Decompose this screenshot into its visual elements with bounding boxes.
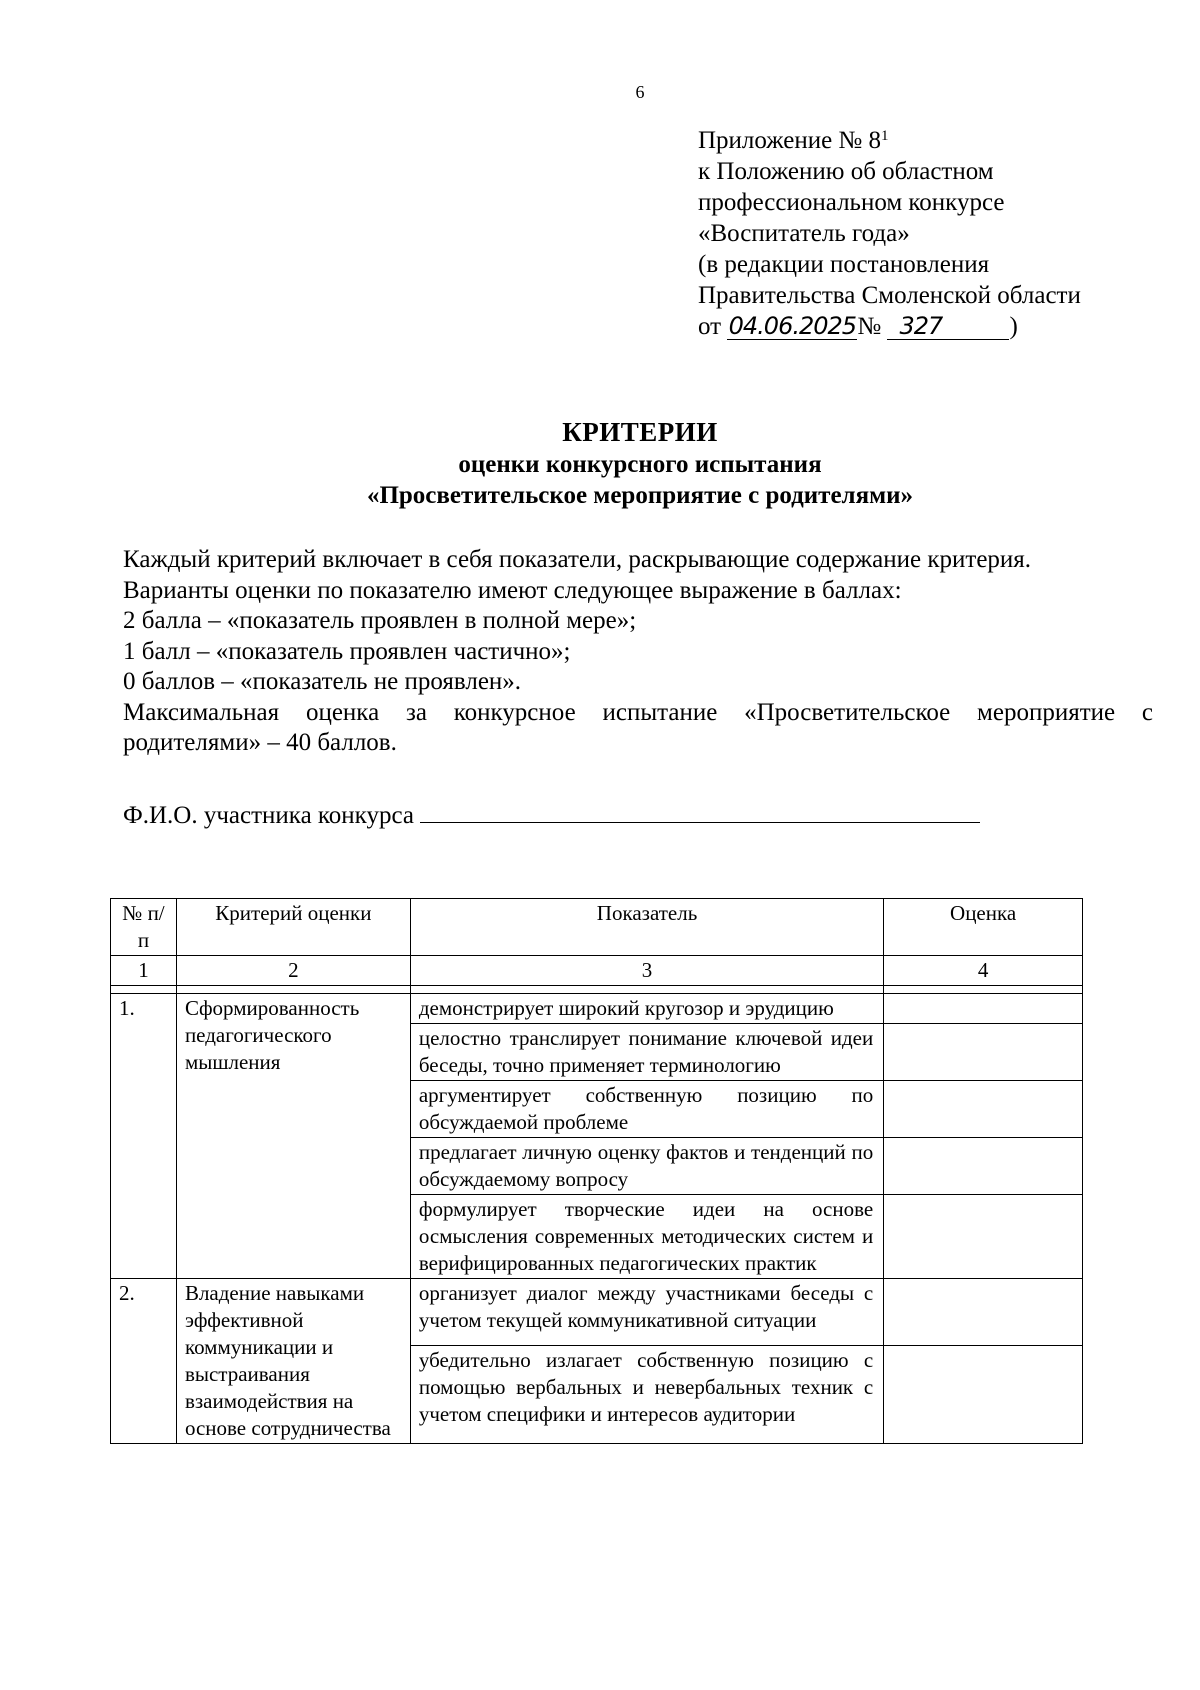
appendix-date-line: от 04.06.2025№ 327 ) — [698, 312, 1018, 340]
column-number: 4 — [884, 956, 1083, 986]
score-cell[interactable] — [884, 994, 1083, 1024]
criterion-cell: Владение навыками эффективной коммуникации и выстраивания взаимодействия на основе сотрудничества — [176, 1279, 410, 1444]
participant-name-label: Ф.И.О. участника конкурса — [123, 802, 414, 829]
score-cell[interactable] — [884, 1195, 1083, 1279]
column-number-row — [111, 956, 1083, 986]
row-number: 2. — [111, 1279, 177, 1444]
spacer-row — [111, 986, 1083, 994]
appendix-line-2: к Положению об областном — [698, 158, 994, 185]
participant-name-field — [123, 800, 980, 831]
title-line-1: КРИТЕРИИ — [562, 417, 718, 447]
intro-paragraph-6-line-1: Максимальная оценка за конкурсное испытание «Просветительское мероприятие с — [123, 698, 1153, 726]
appendix-line-6: Правительства Смоленской области — [698, 282, 1081, 309]
score-cell[interactable] — [884, 1024, 1083, 1081]
criteria-table — [110, 898, 1083, 1444]
title-line-2: оценки конкурсного испытания — [458, 451, 822, 478]
appendix-line-5: (в редакции постановления — [698, 251, 990, 278]
page-number: 6 — [635, 82, 645, 102]
appendix-line-4: «Воспитатель года» — [698, 220, 910, 247]
column-number: 2 — [176, 956, 410, 986]
appendix-line-1: Приложение № $8^1$ — [698, 127, 889, 154]
indicator-cell: предлагает личную оценку фактов и тенденций по обсуждаемому вопросу — [410, 1138, 883, 1195]
intro-text — [123, 545, 1153, 759]
header-indicator: Показатель — [410, 899, 883, 956]
title-line-3: «Просветительское мероприятие с родителями» — [366, 482, 914, 509]
document-title — [0, 415, 1200, 511]
column-number: 1 — [111, 956, 177, 986]
header-num: № п/п — [111, 899, 177, 956]
indicator-cell: аргументирует собственную позицию по обсуждаемой проблеме — [410, 1081, 883, 1138]
handwritten-date: 04.06.2025 — [728, 312, 857, 340]
indicator-cell: организует диалог между участниками беседы с учетом текущей коммуникативной ситуации — [410, 1279, 883, 1346]
table-row — [111, 994, 1083, 1024]
column-number: 3 — [410, 956, 883, 986]
score-cell[interactable] — [884, 1138, 1083, 1195]
score-cell[interactable] — [884, 1279, 1083, 1346]
score-cell[interactable] — [884, 1345, 1083, 1443]
intro-paragraph-2: Варианты оценки по показателю имеют следующее выражение в баллах: — [123, 576, 902, 604]
indicator-cell: формулирует творческие идеи на основе осмысления современных методических систем и верифицированных педагогических практик — [410, 1195, 883, 1279]
header-criterion: Критерий оценки — [176, 899, 410, 956]
intro-paragraph-1: Каждый критерий включает в себя показатели, раскрывающие содержание критерия. — [123, 546, 1032, 573]
appendix-line-3: профессиональном конкурсе — [698, 189, 1005, 216]
table-row — [111, 1279, 1083, 1346]
handwritten-number: 327 — [887, 313, 1009, 340]
indicator-cell: демонстрирует широкий кругозор и эрудицию — [410, 994, 883, 1024]
indicator-cell: целостно транслирует понимание ключевой идеи беседы, точно применяет терминологию — [410, 1024, 883, 1081]
indicator-cell: убедительно излагает собственную позицию с помощью вербальных и невербальных техник с учетом специфики и интересов аудитории — [410, 1345, 883, 1443]
intro-paragraph-6-line-2: родителями» – 40 баллов. — [123, 729, 397, 756]
header-score: Оценка — [884, 899, 1083, 956]
intro-paragraph-5: 0 баллов – «показатель не проявлен». — [123, 668, 522, 695]
intro-paragraph-4: 1 балл – «показатель проявлен частично»; — [123, 637, 571, 665]
participant-name-blank[interactable] — [420, 800, 980, 823]
intro-paragraph-3: 2 балла – «показатель проявлен в полной мере»; — [123, 607, 637, 634]
appendix-block — [698, 125, 1081, 342]
score-cell[interactable] — [884, 1081, 1083, 1138]
criterion-cell: Сформированность педагогического мышления — [176, 994, 410, 1279]
table-header-row — [111, 899, 1083, 956]
appendix-superscript: 1 — [881, 128, 889, 144]
row-number: 1. — [111, 994, 177, 1279]
